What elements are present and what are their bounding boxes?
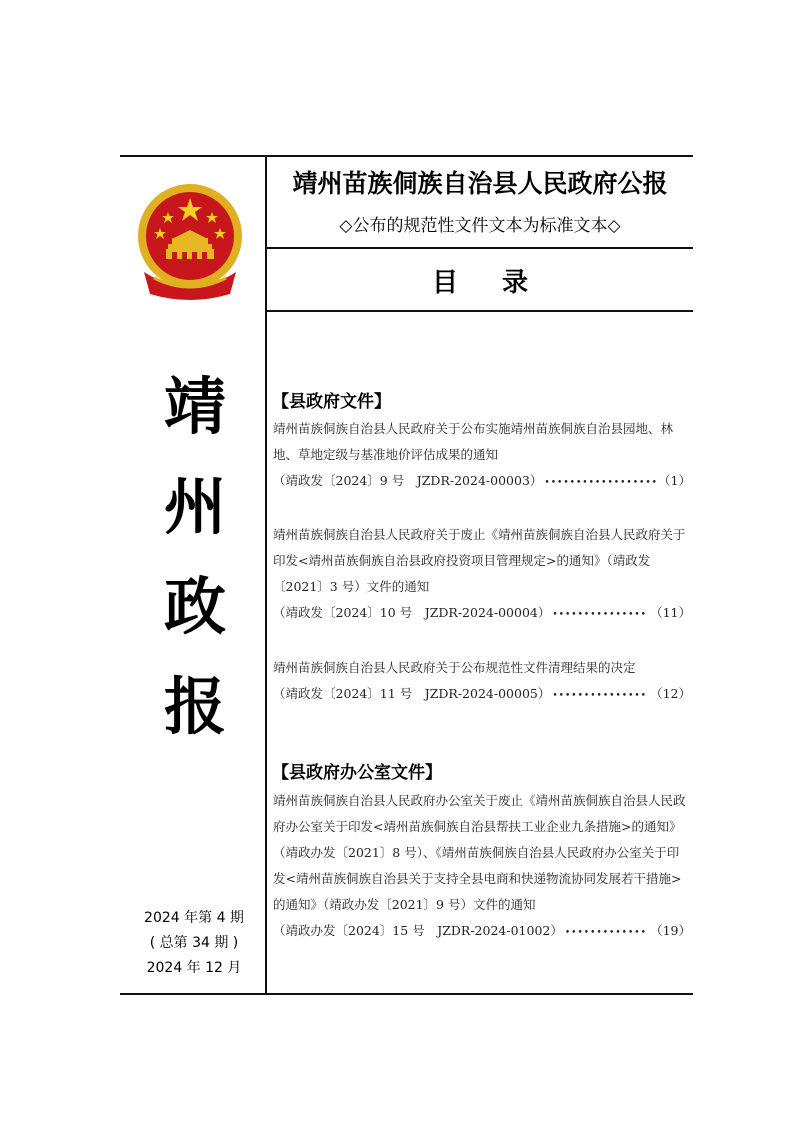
issue-total: ( 总第 34 期 ) bbox=[149, 935, 239, 951]
toc-entry[interactable] bbox=[273, 788, 691, 946]
toc-rule bbox=[267, 310, 693, 312]
entry-ref: （靖政发〔2024〕10 号 JZDR-2024-00004） bbox=[273, 605, 551, 620]
entry-title: 靖州苗族侗族自治县人民政府关于公布实施靖州苗族侗族自治县园地、林地、草地定级与基准地价评估成果的通知 bbox=[273, 421, 674, 462]
entry-page: （12） bbox=[650, 686, 691, 701]
section-heading: 【县政府文件】 bbox=[272, 392, 391, 412]
toc-entry[interactable] bbox=[273, 416, 691, 496]
entry-title: 靖州苗族侗族自治县人民政府关于废止《靖州苗族侗族自治县人民政府关于印发<靖州苗族侗族自治县政府投资项目管理规定>的通知》（靖政发〔2021〕3 号）文件的通知 bbox=[273, 527, 686, 594]
entry-ref: （靖政发〔2024〕11 号 JZDR-2024-00005） bbox=[273, 686, 551, 701]
entry-title: 靖州苗族侗族自治县人民政府关于公布规范性文件清理结果的决定 bbox=[273, 660, 636, 675]
issue-info bbox=[128, 906, 260, 981]
entry-reference-line bbox=[273, 681, 691, 709]
national-emblem-icon bbox=[134, 182, 246, 302]
publication-subtitle: ◇公布的规范性文件文本为标准文本◇ bbox=[339, 216, 621, 236]
vertical-title-char: 靖 bbox=[163, 370, 226, 443]
publication-title: 靖州苗族侗族自治县人民政府公报 bbox=[292, 169, 668, 198]
top-rule bbox=[120, 155, 693, 157]
issue-date: 2024 年 12 月 bbox=[146, 960, 242, 976]
entry-page: （1） bbox=[658, 473, 691, 488]
issue-number: 2024 年第 4 期 bbox=[144, 910, 244, 926]
dot-leader bbox=[552, 600, 648, 628]
vertical-title-char: 州 bbox=[163, 470, 226, 543]
dot-leader bbox=[552, 681, 648, 709]
entry-reference-line bbox=[273, 918, 691, 946]
entry-title: 靖州苗族侗族自治县人民政府办公室关于废止《靖州苗族侗族自治县人民政府办公室关于印发<靖州苗族侗族自治县帮扶工业企业九条措施>的通知》（靖政办发〔2021〕8 号）、《靖州苗族侗族自治县人民政府办公室关于印发<靖州苗族侗族自治县关于支持全县电商和快递物流协同发展若干措施>的通知》（靖政办发〔2021〕9 号）文件的通知 bbox=[273, 793, 686, 912]
entry-page: （11） bbox=[650, 605, 691, 620]
dot-leader bbox=[544, 468, 656, 496]
toc-heading: 目录 bbox=[431, 268, 572, 298]
bottom-rule bbox=[120, 993, 693, 995]
vertical-title bbox=[150, 370, 240, 776]
entry-reference-line bbox=[273, 468, 691, 496]
entry-ref: （靖政办发〔2024〕15 号 JZDR-2024-01002） bbox=[273, 923, 563, 938]
vertical-title-char: 报 bbox=[163, 670, 226, 743]
toc-entry[interactable] bbox=[273, 655, 691, 709]
title-rule bbox=[267, 247, 693, 249]
section-heading: 【县政府办公室文件】 bbox=[272, 763, 442, 783]
entry-reference-line bbox=[273, 600, 691, 628]
vertical-title-char: 政 bbox=[163, 570, 226, 643]
dot-leader bbox=[565, 918, 648, 946]
entry-ref: （靖政发〔2024〕9 号 JZDR-2024-00003） bbox=[273, 473, 543, 488]
entry-page: （19） bbox=[650, 923, 691, 938]
toc-entry[interactable] bbox=[273, 522, 691, 628]
